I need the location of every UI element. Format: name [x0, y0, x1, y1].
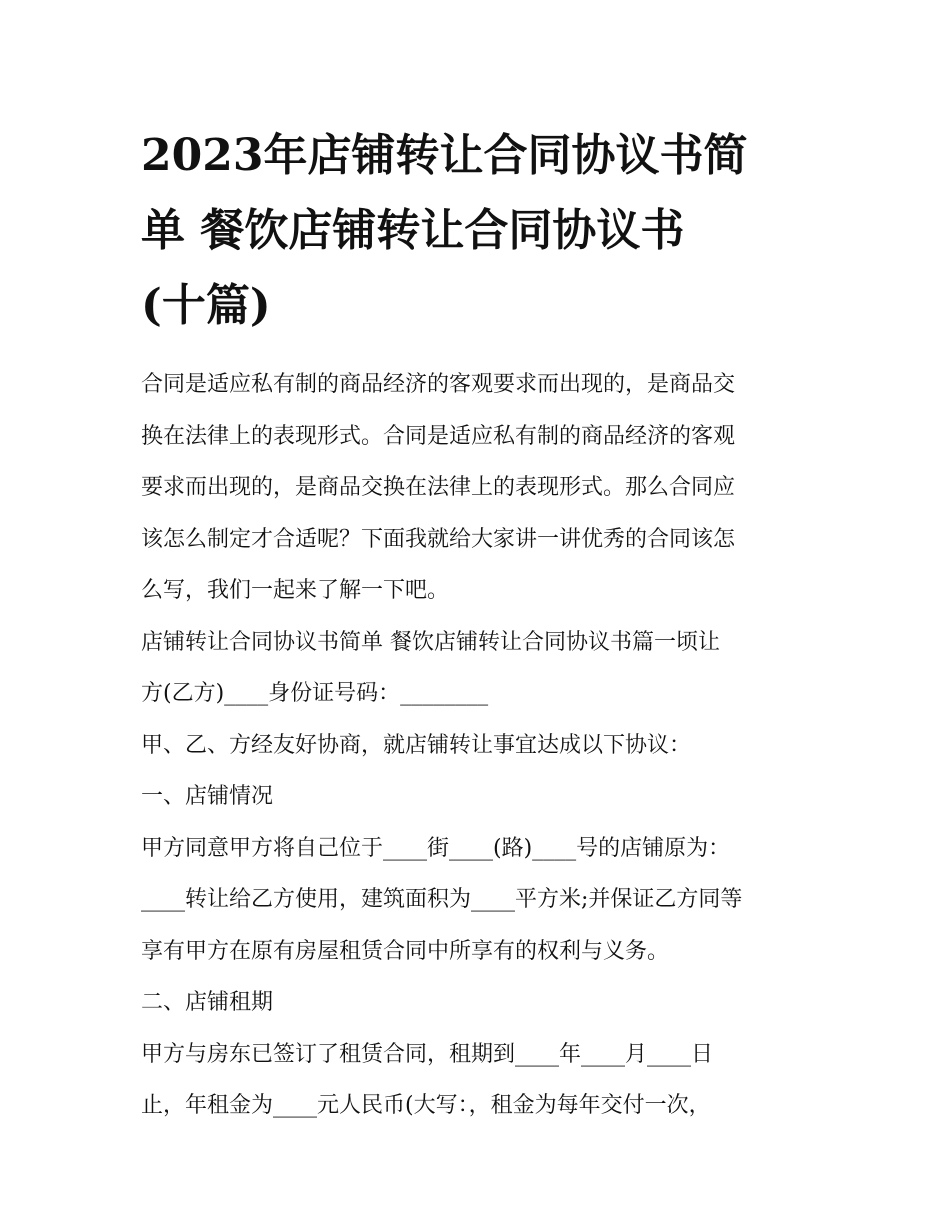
section-heading-shop-info — [141, 771, 813, 823]
title-line: 2023年店铺转让合同协议书简 — [141, 130, 748, 181]
text-line: 甲、乙、方经友好协商，就店铺转让事宜达成以下协议： — [141, 732, 692, 758]
text-line: 么写，我们一起来了解一下吧。 — [141, 578, 450, 603]
intro-paragraph — [141, 359, 813, 617]
text-line: 方(乙方)____身份证号码：________ — [141, 681, 489, 706]
text-line: 店铺转让合同协议书简单 餐饮店铺转让合同协议书篇一顷让 — [141, 629, 720, 655]
title-line: 单 餐饮店铺转让合同协议书 — [141, 205, 685, 256]
agreement-paragraph — [141, 720, 813, 772]
text-line: 甲方同意甲方将自己位于____街____(路)____号的店铺原为： — [141, 835, 731, 861]
text-line: 止，年租金为____元人民币(大写：，租金为每年交付一次， — [141, 1093, 711, 1118]
text-line: 该怎么制定才合适呢？下面我就给大家讲一讲优秀的合同该怎 — [141, 526, 736, 552]
text-line: 二、店铺租期 — [141, 990, 274, 1015]
text-line: 一、店铺情况 — [141, 784, 274, 809]
document-body — [141, 359, 813, 1132]
text-line: 换在法律上的表现形式。合同是适应私有制的商品经济的客观 — [141, 423, 736, 449]
text-line: 享有甲方在原有房屋租赁合同中所享有的权利与义务。 — [141, 938, 670, 964]
shop-info-paragraph — [141, 823, 813, 978]
document-page — [141, 118, 813, 1132]
section-heading-lease-term — [141, 977, 813, 1029]
text-line: 要求而出现的，是商品交换在法律上的表现形式。那么合同应 — [141, 475, 736, 500]
text-line: ____转让给乙方使用，建筑面积为____平方米;并保证乙方同等 — [141, 887, 743, 912]
title-line: (十篇) — [141, 280, 271, 331]
text-line: 甲方与房东已签订了租赁合同，租期到____年____月____日 — [141, 1041, 714, 1067]
text-line: 合同是适应私有制的商品经济的客观要求而出现的，是商品交 — [141, 372, 736, 397]
document-title — [141, 118, 813, 343]
lease-term-paragraph — [141, 1029, 813, 1132]
contract-heading-paragraph — [141, 617, 813, 720]
